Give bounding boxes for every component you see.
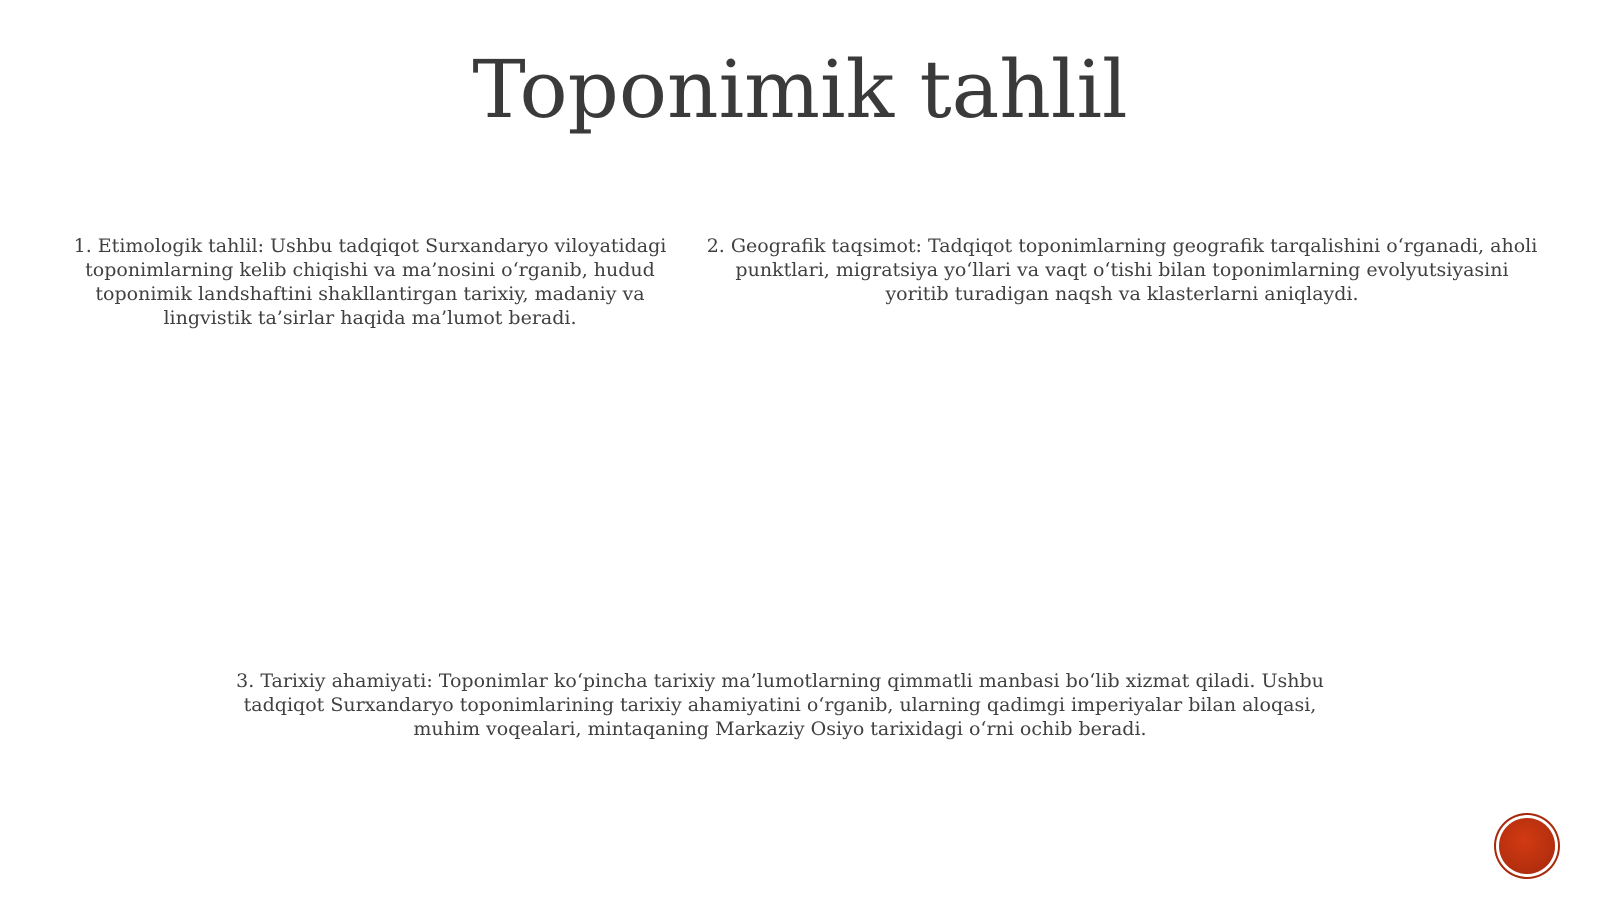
slide-nav-button[interactable]: [1499, 818, 1555, 874]
paragraph-historical-significance: 3. Tarixiy ahamiyati: Toponimlar ko‘pincha tarixiy ma’lumotlarning qimmatli manbasi bo‘lib xizmat qiladi. Ushbu tadqiqot Surxandaryo toponimlarining tarixiy ahamiyatini o‘rganib, ularning qadimgi imperiyalar bilan aloqasi, muhim voqealari, mintaqaning Markaziy Osiyo tarixidagi o‘rni ochib beradi.: [236, 670, 1324, 740]
paragraph-etymological-analysis: 1. Etimologik tahlil: Ushbu tadqiqot Surxandaryo viloyatidagi toponimlarning kelib chiqishi va ma’nosini o‘rganib, hudud toponimik landshaftini shakllantirgan tarixiy, madaniy va lingvistik ta’sirlar haqida ma’lumot beradi.: [73, 235, 667, 329]
slide-title: Toponimik tahlil: [472, 43, 1128, 136]
paragraph-geographic-distribution: 2. Geografik taqsimot: Tadqiqot toponimlarning geografik tarqalishini o‘rganadi, aholi punktlari, migratsiya yo‘llari va vaqt o‘tishi bilan toponimlarning evolyutsiyasini yoritib turadigan naqsh va klasterlarni aniqlaydi.: [706, 235, 1538, 305]
